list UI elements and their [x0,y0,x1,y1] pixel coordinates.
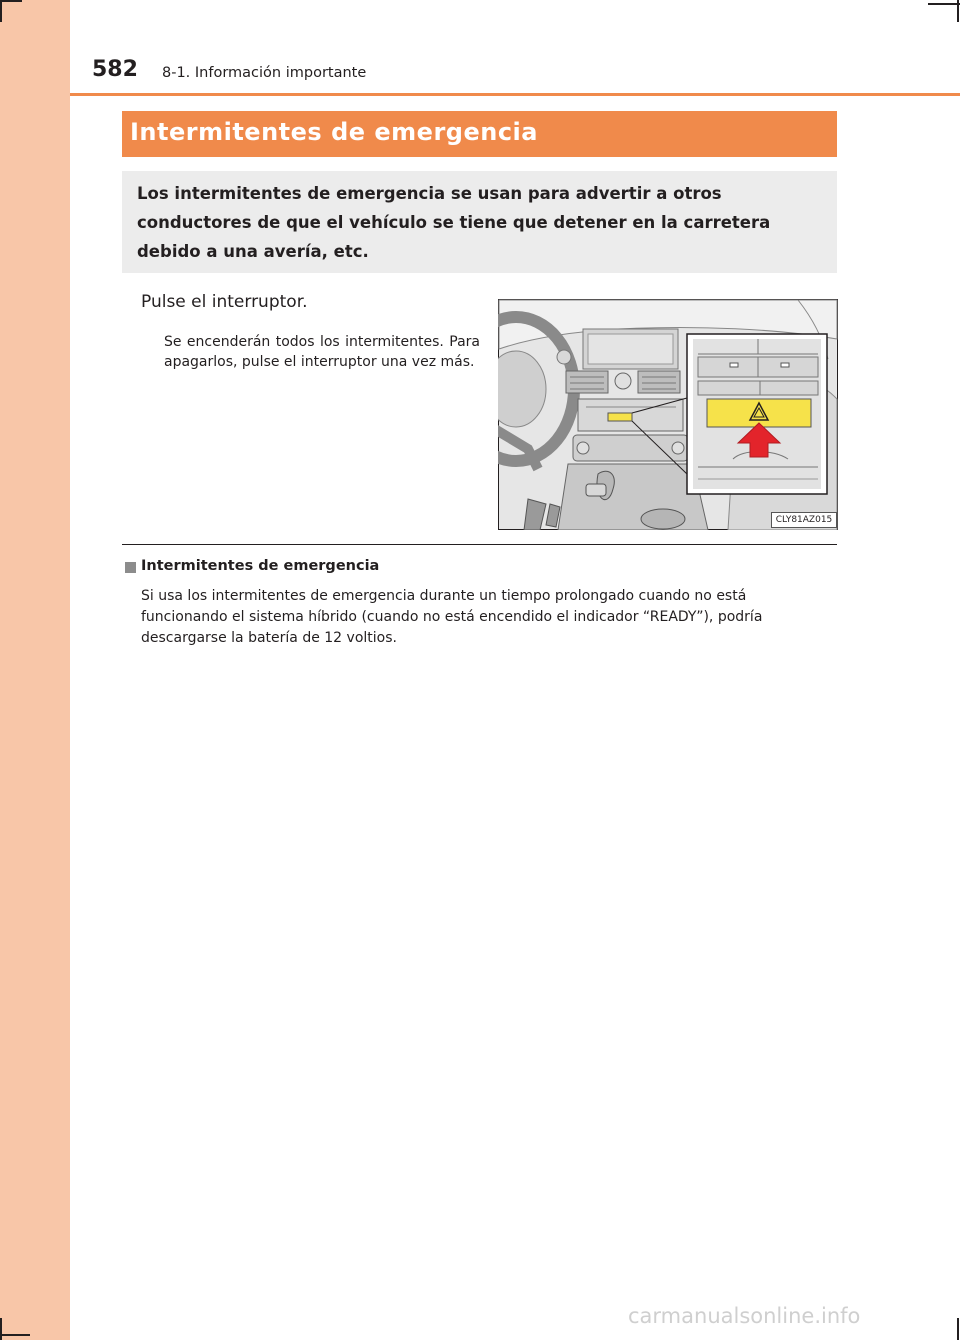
section-title: Intermitentes de emergencia [130,118,538,146]
intro-box [122,171,837,273]
side-band [0,0,70,1340]
note-heading: Intermitentes de emergencia [141,558,380,574]
crop-mark-top-left-h [0,0,22,2]
instruction-note: Se encenderán todos los intermitentes. Para apagarlos, pulse el interruptor una vez más. [164,334,480,370]
zoom-inset [687,334,827,494]
bullet-square-icon [125,562,136,573]
chapter-title: 8-1. Información importante [162,65,367,81]
hazard-switch-small [608,413,632,421]
watermark: carmanualsonline.info [628,1304,861,1328]
crop-mark-bottom-right [957,1318,959,1340]
crop-mark-bottom-left-h [0,1334,30,1336]
section-title-bar [122,111,837,157]
header-rule [70,93,960,96]
instruction-step: Pulse el interruptor. [141,292,308,312]
intro-text: Los intermitentes de emergencia se usan para advertir a otros conductores de que el vehículo se tiene que detener en la carretera debido a una avería, etc. [137,184,771,261]
crop-mark-top-right-h [928,3,960,5]
note-body: Si usa los intermitentes de emergencia durante un tiempo prolongado cuando no está funcionando el sistema híbrido (cuando no está encendido el indicador “READY”), podría descargarse la batería de 12 voltios. [141,588,763,646]
hazard-switch-illustration [498,299,838,530]
figure-code: CLY81AZ015 [771,512,837,528]
crop-mark-top-left [0,0,2,22]
page-number: 582 [92,57,138,82]
section-rule [122,544,837,545]
dashboard-drawing [498,299,838,530]
crop-mark-bottom-left [0,1318,2,1340]
